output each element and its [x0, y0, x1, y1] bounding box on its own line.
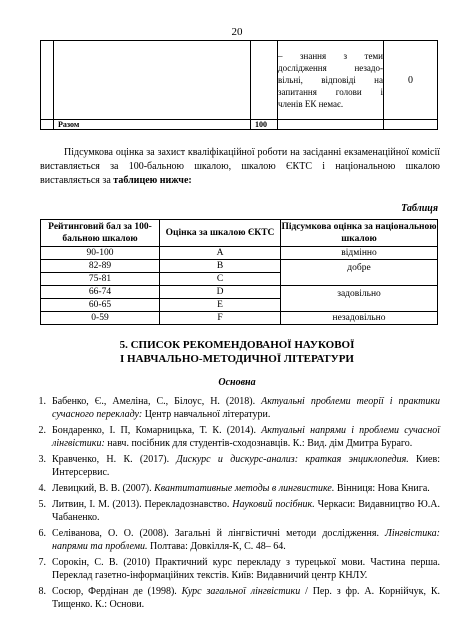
ects-cell: E	[160, 299, 281, 312]
reference-text	[52, 527, 440, 553]
points-cell: 66-74	[41, 286, 160, 299]
reference-number: 1.	[38, 396, 46, 407]
reference-part: Киев: Интерсервис.	[52, 454, 440, 478]
table-row	[41, 260, 438, 273]
reference-item	[8, 395, 440, 421]
description-line: дослідження незадо-	[278, 63, 383, 73]
ects-cell: C	[160, 273, 281, 286]
reference-title: Актуальні проблеми теорії і практики сучасного перекладу:	[52, 396, 440, 420]
description-line: запитання голови і	[278, 87, 383, 97]
points-cell: 0-59	[41, 312, 160, 325]
reference-part: Сорокін, С. В. (2010) Практичний курс перекладу з турецької мови. Частина перша. Переклад газетно-інформаційних текстів. Київ: Видавничий центр КНЛУ.	[52, 557, 440, 581]
reference-number: 3.	[38, 454, 46, 465]
national-cell: відмінно	[281, 247, 438, 260]
ects-cell: D	[160, 286, 281, 299]
reference-part: Полтава: Довкілля-К, С. 48– 64.	[147, 541, 286, 552]
assessment-paragraph	[40, 146, 440, 188]
table-header: Рейтинговий бал за 100-бальною шкалою	[41, 220, 160, 247]
reference-number: 6.	[38, 528, 46, 539]
section-subtitle: Основна	[218, 377, 256, 388]
reference-item	[8, 482, 440, 495]
reference-text	[52, 424, 440, 450]
reference-number: 8.	[38, 586, 46, 597]
national-cell: добре	[281, 260, 438, 286]
table-header: Підсумкова оцінка за національною шкалою	[281, 220, 438, 247]
reference-item	[8, 498, 440, 524]
reference-title: Актуальні напрями і проблеми сучасної лінгвістики:	[52, 425, 440, 449]
points-cell: 82-89	[41, 260, 160, 273]
table-caption: Таблиця	[401, 203, 438, 214]
reference-part: / Пер. з фр. А. Корнійчук, К. Тищенко. К.: Основи.	[52, 586, 440, 610]
reference-text	[52, 498, 440, 524]
reference-item	[8, 556, 440, 582]
reference-title: Курс загальної лінгвістики	[181, 586, 301, 597]
reference-title: Дискурс и дискурс-анализ: краткая энциклопедия.	[176, 454, 409, 465]
ects-cell: A	[160, 247, 281, 260]
reference-text	[52, 585, 440, 611]
criteria-cell-empty	[54, 41, 251, 120]
ects-cell: F	[160, 312, 281, 325]
points-cell: 90-100	[41, 247, 160, 260]
reference-part: Сосюр, Фердінан де (1998).	[52, 586, 182, 597]
criteria-score: 0	[384, 41, 438, 120]
national-cell: задовільно	[281, 286, 438, 312]
reference-item	[8, 453, 440, 479]
criteria-table	[40, 40, 438, 130]
reference-title: Лінгвістика: напрями та проблеми.	[52, 528, 440, 552]
paragraph-bold-tail: таблицею нижче:	[113, 175, 192, 186]
reference-part: Бабенко, Є., Амеліна, С., Білоус, Н. (2018).	[52, 396, 262, 407]
description-line: вільні, відповіді на	[278, 75, 383, 85]
reference-number: 5.	[38, 499, 46, 510]
reference-part: Черкаси: Видавництво Ю.А. Чабаненко.	[52, 499, 441, 523]
points-cell: 75-81	[41, 273, 160, 286]
section-title-line-1: 5. СПИСОК РЕКОМЕНДОВАНОЇ НАУКОВОЇ	[119, 339, 355, 351]
reference-title: Квантитативные методы в лингвистике.	[154, 483, 335, 494]
reference-text	[52, 395, 440, 421]
reference-part: Бондаренко, І. П, Комарницька, Т. К. (2014).	[52, 425, 262, 436]
criteria-cell-empty	[41, 41, 54, 120]
reference-item	[8, 424, 440, 450]
reference-title: Науковий посібник.	[232, 499, 315, 510]
description-line: – знання з теми	[278, 51, 383, 61]
criteria-cell-empty	[251, 41, 278, 120]
reference-number: 7.	[38, 557, 46, 568]
reference-text	[52, 453, 440, 479]
total-value: 100	[251, 120, 278, 130]
reference-part: навч. посібник для студентів-сходознавців. К.: Вид. дім Дмитра Бураго.	[104, 438, 413, 449]
section-title-line-2: І НАВЧАЛЬНО-МЕТОДИЧНОЇ ЛІТЕРАТУРИ	[120, 353, 354, 365]
reference-number: 2.	[38, 425, 46, 436]
table-row	[41, 247, 438, 260]
reference-part: Левицкий, В. В. (2007).	[52, 483, 155, 494]
reference-part: Центр навчальної літератури.	[142, 409, 271, 420]
grading-scale-table	[40, 219, 438, 325]
reference-part: Литвин, І. М. (2013). Перекладознавство.	[52, 499, 233, 510]
reference-part: Вінниця: Нова Книга.	[334, 483, 430, 494]
reference-text	[52, 556, 440, 582]
reference-item	[8, 585, 440, 611]
reference-part: Селіванова, О. О. (2008). Загальні й лінгвістичні методи дослідження.	[52, 528, 386, 539]
table-header: Оцінка за шкалою ЄКТС	[160, 220, 281, 247]
reference-text	[52, 482, 440, 495]
table-row	[41, 312, 438, 325]
ects-cell: B	[160, 260, 281, 273]
description-line: членів ЕК немає.	[278, 99, 344, 109]
reference-part: Кравченко, Н. К. (2017).	[52, 454, 177, 465]
page-number: 20	[231, 26, 243, 38]
table-row	[41, 286, 438, 299]
criteria-description	[278, 41, 384, 120]
national-cell: незадовільно	[281, 312, 438, 325]
points-cell: 60-65	[41, 299, 160, 312]
reference-list	[8, 395, 440, 614]
reference-number: 4.	[38, 483, 46, 494]
paragraph-text: Підсумкова оцінка за захист кваліфікаційної роботи на засіданні екзаменаційної комісії виставляється за 100-бальною шкалою, шкалою ЄКТС і національною шкалою виставляється за	[40, 147, 440, 186]
reference-item	[8, 527, 440, 553]
total-label: Разом	[54, 120, 251, 130]
